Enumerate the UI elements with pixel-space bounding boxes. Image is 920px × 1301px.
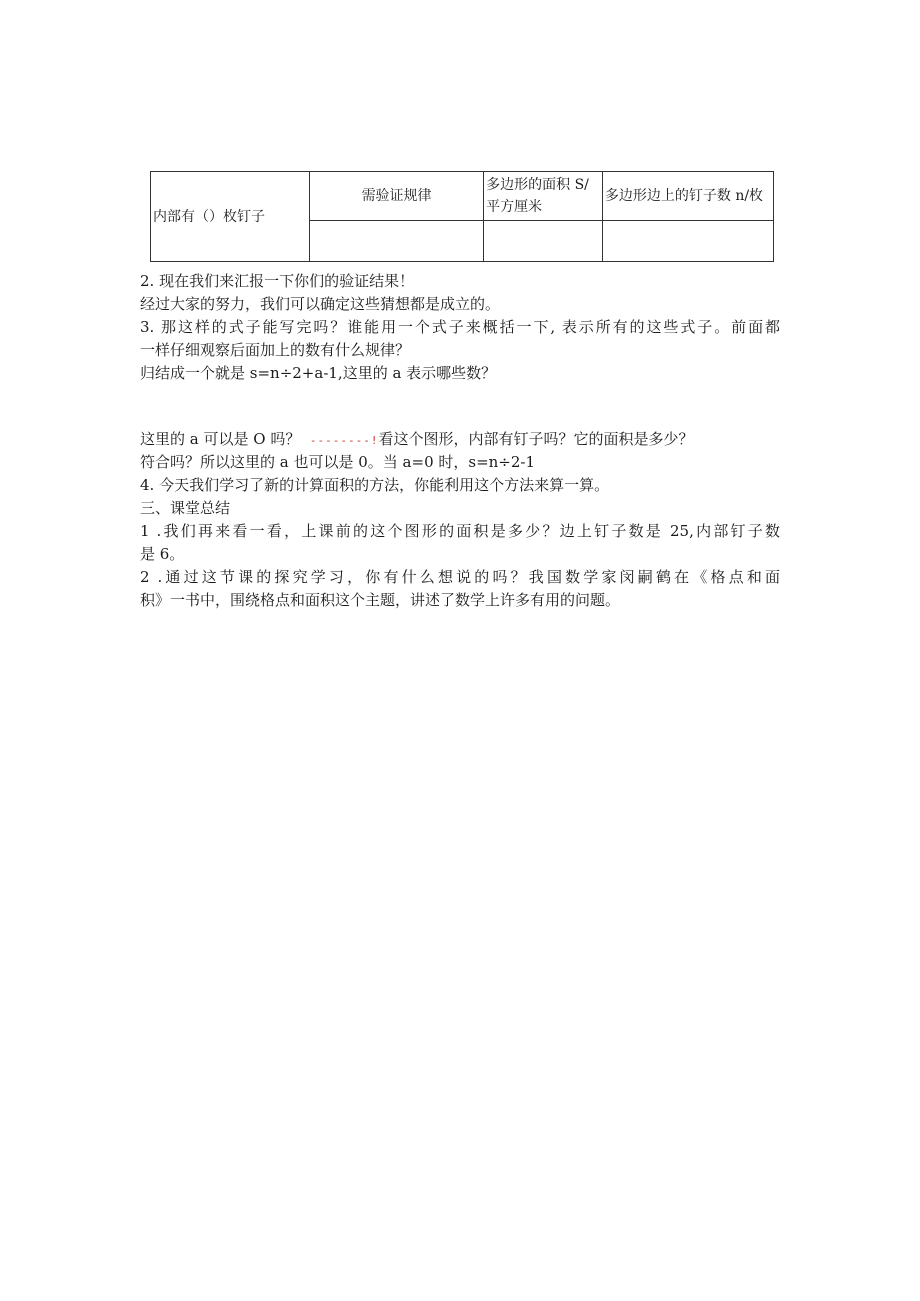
dashed-blank: --------! [309, 434, 379, 447]
table-cell-area [484, 221, 603, 262]
table-header-rule: 需验证规律 [310, 172, 484, 221]
table-row [151, 172, 774, 221]
verification-table [150, 171, 774, 262]
paragraph-summary-2a: 2 .通过这节课的探究学习，你有什么想说的吗？我国数学家闵嗣鹤在《格点和面 [140, 568, 780, 586]
paragraph-formula-question-2: 一样仔细观察后面加上的数有什么规律？ [140, 341, 411, 359]
paragraph-conjecture-confirmed: 经过大家的努力，我们可以确定这些猜想都是成立的。 [140, 295, 501, 313]
paragraph-report-results: 2. 现在我们来汇报一下你们的验证结果！ [140, 272, 415, 290]
paragraph-formula-question-1: 3. 那这样的式子能写完吗？谁能用一个式子来概括一下, 表示所有的这些式子。前面都 [140, 318, 780, 336]
table-cell-rule [310, 221, 484, 262]
table-header-edge-nails: 多边形边上的钉子数 n/枚 [602, 172, 773, 221]
paragraph-a-zero-question [140, 428, 780, 451]
table-header-area: 多边形的面积 S/平方厘米 [484, 172, 603, 221]
table-cell-interior-nails: 内部有（）枚钉子 [151, 172, 310, 262]
section-heading-summary: 三、课堂总结 [140, 499, 231, 517]
paragraph-summary-1b: 是 6。 [140, 545, 185, 563]
body-text-lower [140, 428, 780, 612]
paragraph-apply-method: 4. 今天我们学习了新的计算面积的方法，你能利用这个方法来算一算。 [140, 476, 610, 494]
body-text-upper [140, 270, 780, 385]
table-cell-edge-nails [602, 221, 773, 262]
paragraph-formula: 归结成一个就是 s=n÷2+a-1,这里的 a 表示哪些数？ [140, 364, 497, 382]
a-zero-question-end: 看这个图形，内部有钉子吗？它的面积是多少？ [378, 430, 694, 448]
a-zero-question-start: 这里的 a 可以是 O 吗？ [140, 430, 301, 448]
paragraph-summary-1a: 1 .我们再来看一看，上课前的这个图形的面积是多少？边上钉子数是 25,内部钉子数 [140, 522, 780, 540]
paragraph-a-zero-answer: 符合吗？所以这里的 a 也可以是 0。当 a=0 时，s=n÷2-1 [140, 453, 536, 471]
paragraph-summary-2b: 积》一书中，围绕格点和面积这个主题，讲述了数学上许多有用的问题。 [140, 591, 621, 609]
